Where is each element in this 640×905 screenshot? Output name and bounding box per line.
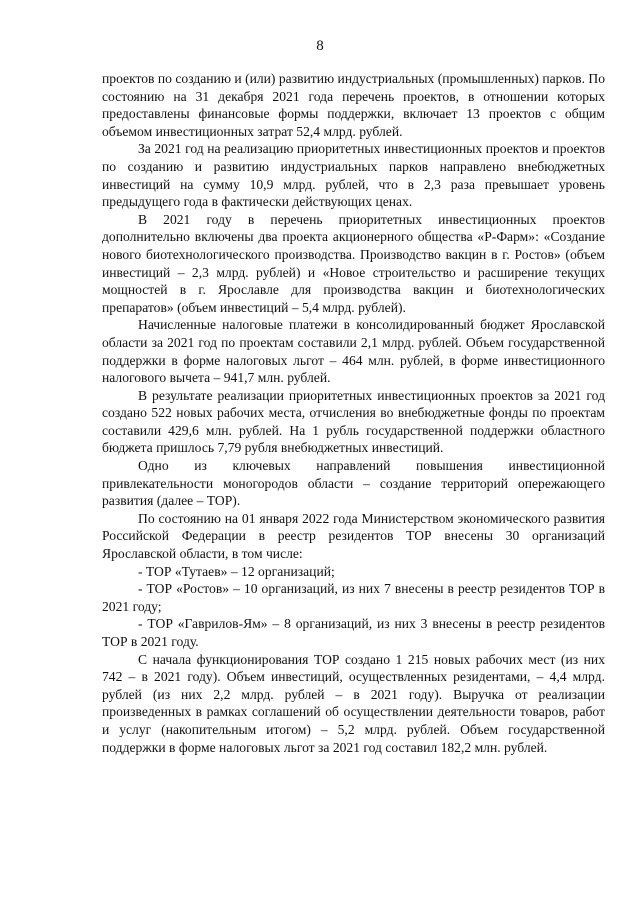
paragraph-new-jobs: В результате реализации приоритетных инвестиционных проектов за 2021 год создано 522 новых рабочих места, отчисления во внебюджетные фонды по проектам составили 429,6 млн. рублей. На 1 рубль государственной поддержки областного бюджета пришлось 7,79 рубля внебюджетных инвестиций. (102, 387, 605, 456)
paragraph-tor-results: С начала функционирования ТОР создано 1 215 новых рабочих мест (из них 742 – в 2021 году). Объем инвестиций, осуществленных резидентами, – 4,4 млрд. рублей (из них 2,2 млрд. рублей – в 2021 году). Выручка от реализации произведенных в рамках соглашений об осуществлении деятельности товаров, работ и услуг (накопительным итогом) – 5,2 млрд. рублей. Объем государственной поддержки в форме налоговых льгот за 2021 год составил 182,2 млн. рублей. (102, 651, 605, 755)
list-item-gavrilov-yam: - ТОР «Гаврилов-Ям» – 8 организаций, из них 3 внесены в реестр резидентов ТОР в 2021 году. (102, 616, 605, 649)
paragraph-investments-2021: За 2021 год на реализацию приоритетных инвестиционных проектов и проектов по созданию и развитию индустриальных парков направлено внебюджетных инвестиций на сумму 10,9 млрд. рублей, что в 2,3 раза превышает уровень предыдущего года в фактически действующих ценах. (102, 141, 605, 210)
page-content (102, 70, 605, 756)
paragraph-tax-payments: Начисленные налоговые платежи в консолидированный бюджет Ярославской области за 2021 год по проектам составили 2,1 млрд. рублей. Объем государственной поддержки в форме налоговых льгот – 464 млн. рублей, в форме инвестиционного налогового вычета – 941,7 млн. рублей. (102, 317, 605, 386)
list-item-rostov: - ТОР «Ростов» – 10 организаций, из них 7 внесены в реестр резидентов ТОР в 2021 году; (102, 581, 605, 614)
paragraph-industrial-parks: проектов по созданию и (или) развитию индустриальных (промышленных) парков. По состоянию на 31 декабря 2021 года перечень проектов, в отношении которых предоставлены финансовые формы поддержки, включает 13 проектов с общим объемом инвестиционных затрат 52,4 млрд. рублей. (102, 71, 605, 139)
paragraph-r-pharm-projects: В 2021 году в перечень приоритетных инвестиционных проектов дополнительно включены два проекта акционерного общества «Р-Фарм»: «Создание нового биотехнологического производства. Производство вакцин в г. Ростов» (объем инвестиций – 2,3 млрд. рублей) и «Новое строительство и расширение текущих мощностей в г. Ярославле для производства вакцин и биотехнологических препаратов» (объем инвестиций – 5,4 млрд. рублей). (102, 211, 605, 315)
list-item-tutaev: - ТОР «Тутаев» – 12 организаций; (138, 563, 335, 579)
page-number: 8 (316, 38, 324, 54)
paragraph-monotowns: Одно из ключевых направлений повышения инвестиционной привлекательности моногородов области – создание территорий опережающего развития (далее – ТОР). (102, 458, 605, 509)
paragraph-residents-registry: По состоянию на 01 января 2022 года Министерством экономического развития Российской Федерации в реестр резидентов ТОР внесены 30 организаций Ярославской области, в том числе: (102, 510, 605, 562)
